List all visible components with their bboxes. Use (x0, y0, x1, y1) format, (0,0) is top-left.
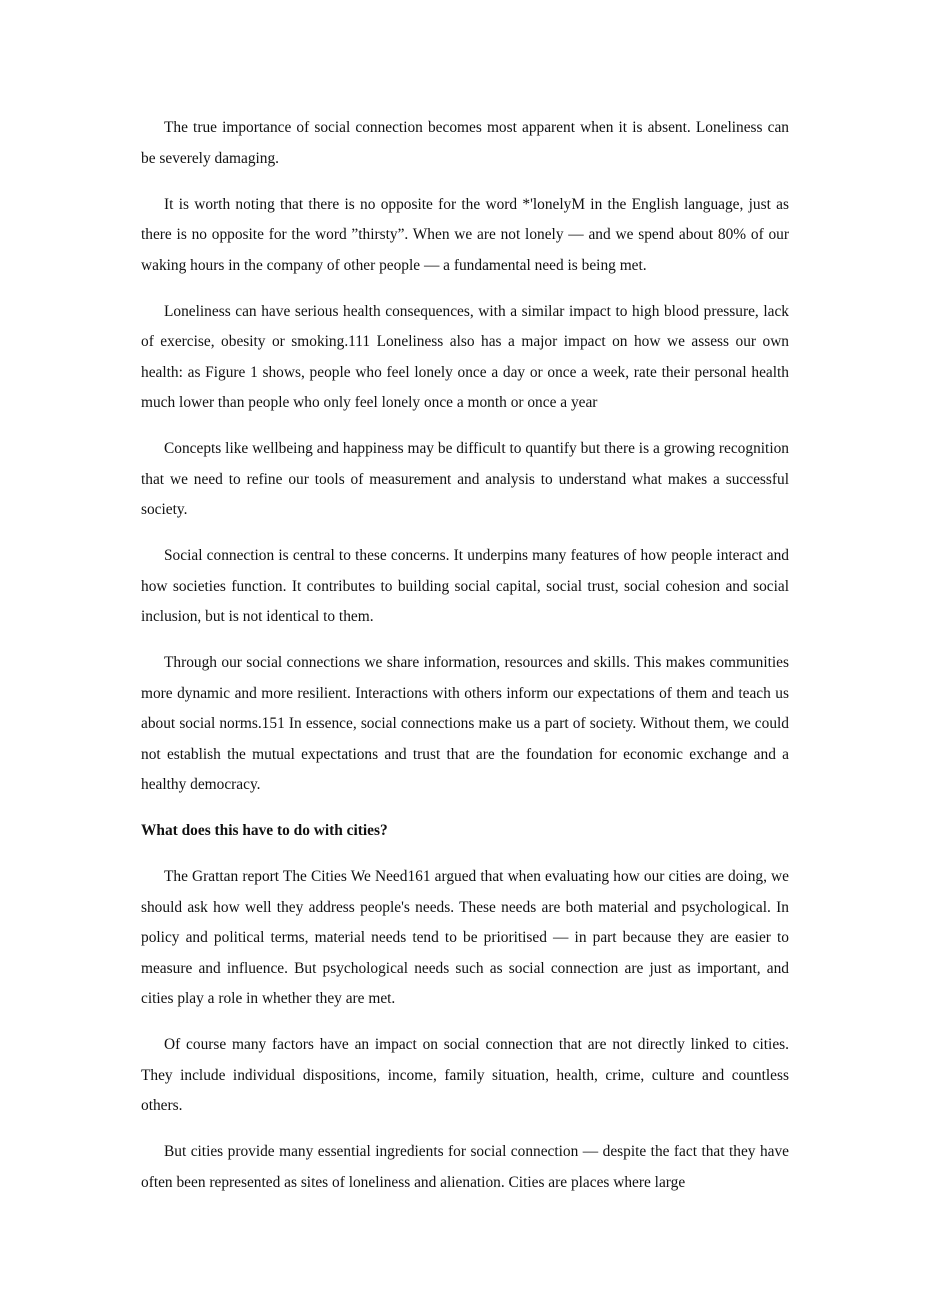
paragraph-cities-ingredients: But cities provide many essential ingredients for social connection — despite the fact that they have often been represented as sites of loneliness and alienation. Cities are places where large (141, 1143, 789, 1191)
bottom-margin (0, 1198, 926, 1309)
paragraph-social-connection-central: Social connection is central to these concerns. It underpins many features of how people interact and how societies function. It contributes to building social capital, social trust, social cohesion and social inclusion, but is not identical to them. (141, 547, 789, 625)
paragraph-health-consequences: Loneliness can have serious health consequences, with a similar impact to high blood pressure, lack of exercise, obesity or smoking.111 Loneliness also has a major impact on how we assess our own health: as Figure 1 shows, people who feel lonely once a day or once a week, rate their personal health much lower than people who only feel lonely once a month or once a year (141, 302, 789, 411)
paragraph-no-opposite: It is worth noting that there is no opposite for the word *'lonelyM in the English language, just as there is no opposite for the word ”thirsty”. When we are not lonely — and we spend about 80% of our waking hours in the company of other people — a fundamental need is being met. (141, 195, 789, 274)
paragraph-wellbeing: Concepts like wellbeing and happiness may be difficult to quantify but there is a growing recognition that we need to refine our tools of measurement and analysis to understand what makes a successful society. (141, 440, 789, 518)
section-heading: What does this have to do with cities? (141, 822, 388, 839)
document-body (141, 113, 789, 1214)
paragraph-share-information: Through our social connections we share information, resources and skills. This makes communities more dynamic and more resilient. Interactions with others inform our expectations of them and teach us about social norms.151 In essence, social connections make us a part of society. Without them, we could not establish the mutual expectations and trust that are the foundation for economic exchange and a healthy democracy. (141, 654, 789, 793)
paragraph-many-factors: Of course many factors have an impact on social connection that are not directly linked to cities. They include individual dispositions, income, family situation, health, crime, culture and countless others. (141, 1036, 789, 1114)
paragraph-loneliness-intro: The true importance of social connection becomes most apparent when it is absent. Loneliness can be severely damaging. (141, 119, 789, 167)
paragraph-grattan-report: The Grattan report The Cities We Need161 argued that when evaluating how our cities are doing, we should ask how well they address people's needs. These needs are both material and psychological. In policy and political terms, material needs tend to be prioritised — in part because they are easier to measure and influence. But psychological needs such as social connection are just as important, and cities play a role in whether they are met. (141, 868, 789, 1007)
